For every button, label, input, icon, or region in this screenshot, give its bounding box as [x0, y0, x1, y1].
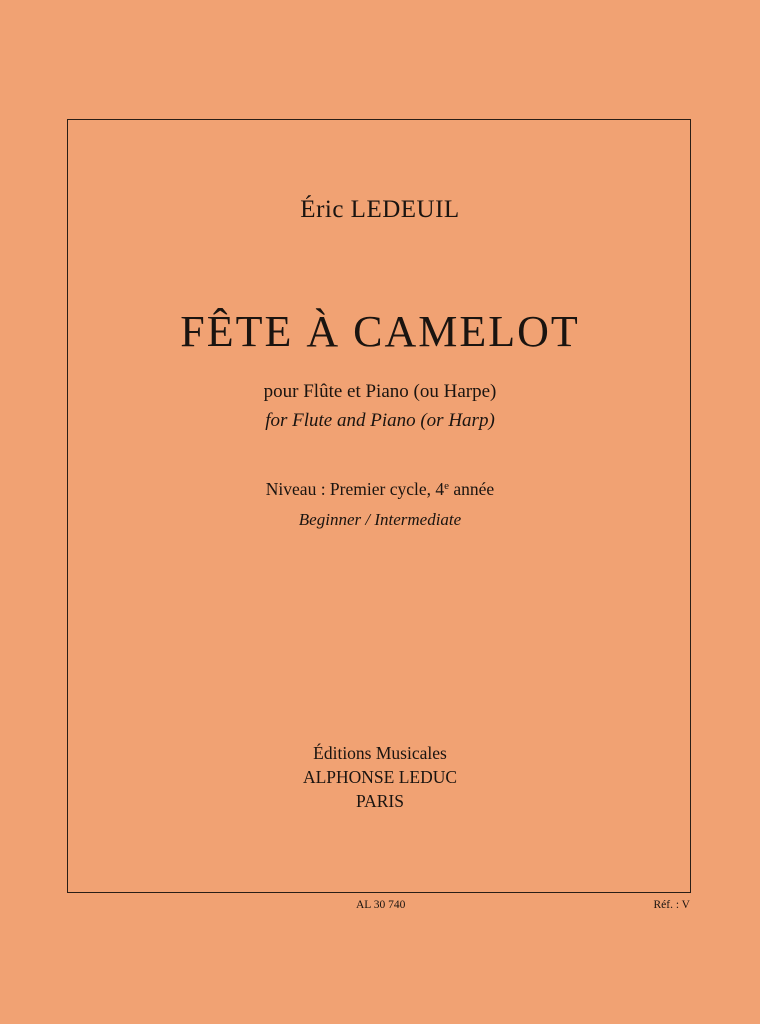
- level-french: [0, 479, 760, 500]
- instrumentation-english: for Flute and Piano (or Harp): [265, 410, 495, 431]
- publisher-line-name: ALPHONSE LEDUC: [302, 767, 458, 787]
- publisher-line-editions: Éditions Musicales: [313, 743, 447, 763]
- instrumentation-french: pour Flûte et Piano (ou Harpe): [263, 381, 497, 402]
- level-french-suffix: année: [449, 479, 495, 499]
- publisher-line-city: PARIS: [356, 791, 404, 811]
- level-french-prefix: Niveau : Premier cycle, 4: [265, 479, 445, 499]
- composer-name: Éric LEDEUIL: [300, 196, 460, 223]
- piece-title: FÊTE À CAMELOT: [180, 307, 580, 356]
- level-english: Beginner / Intermediate: [298, 510, 462, 529]
- level-french-superscript: e: [444, 480, 450, 492]
- reference-code: Réf. : V: [653, 899, 690, 911]
- catalog-number: AL 30 740: [356, 899, 406, 911]
